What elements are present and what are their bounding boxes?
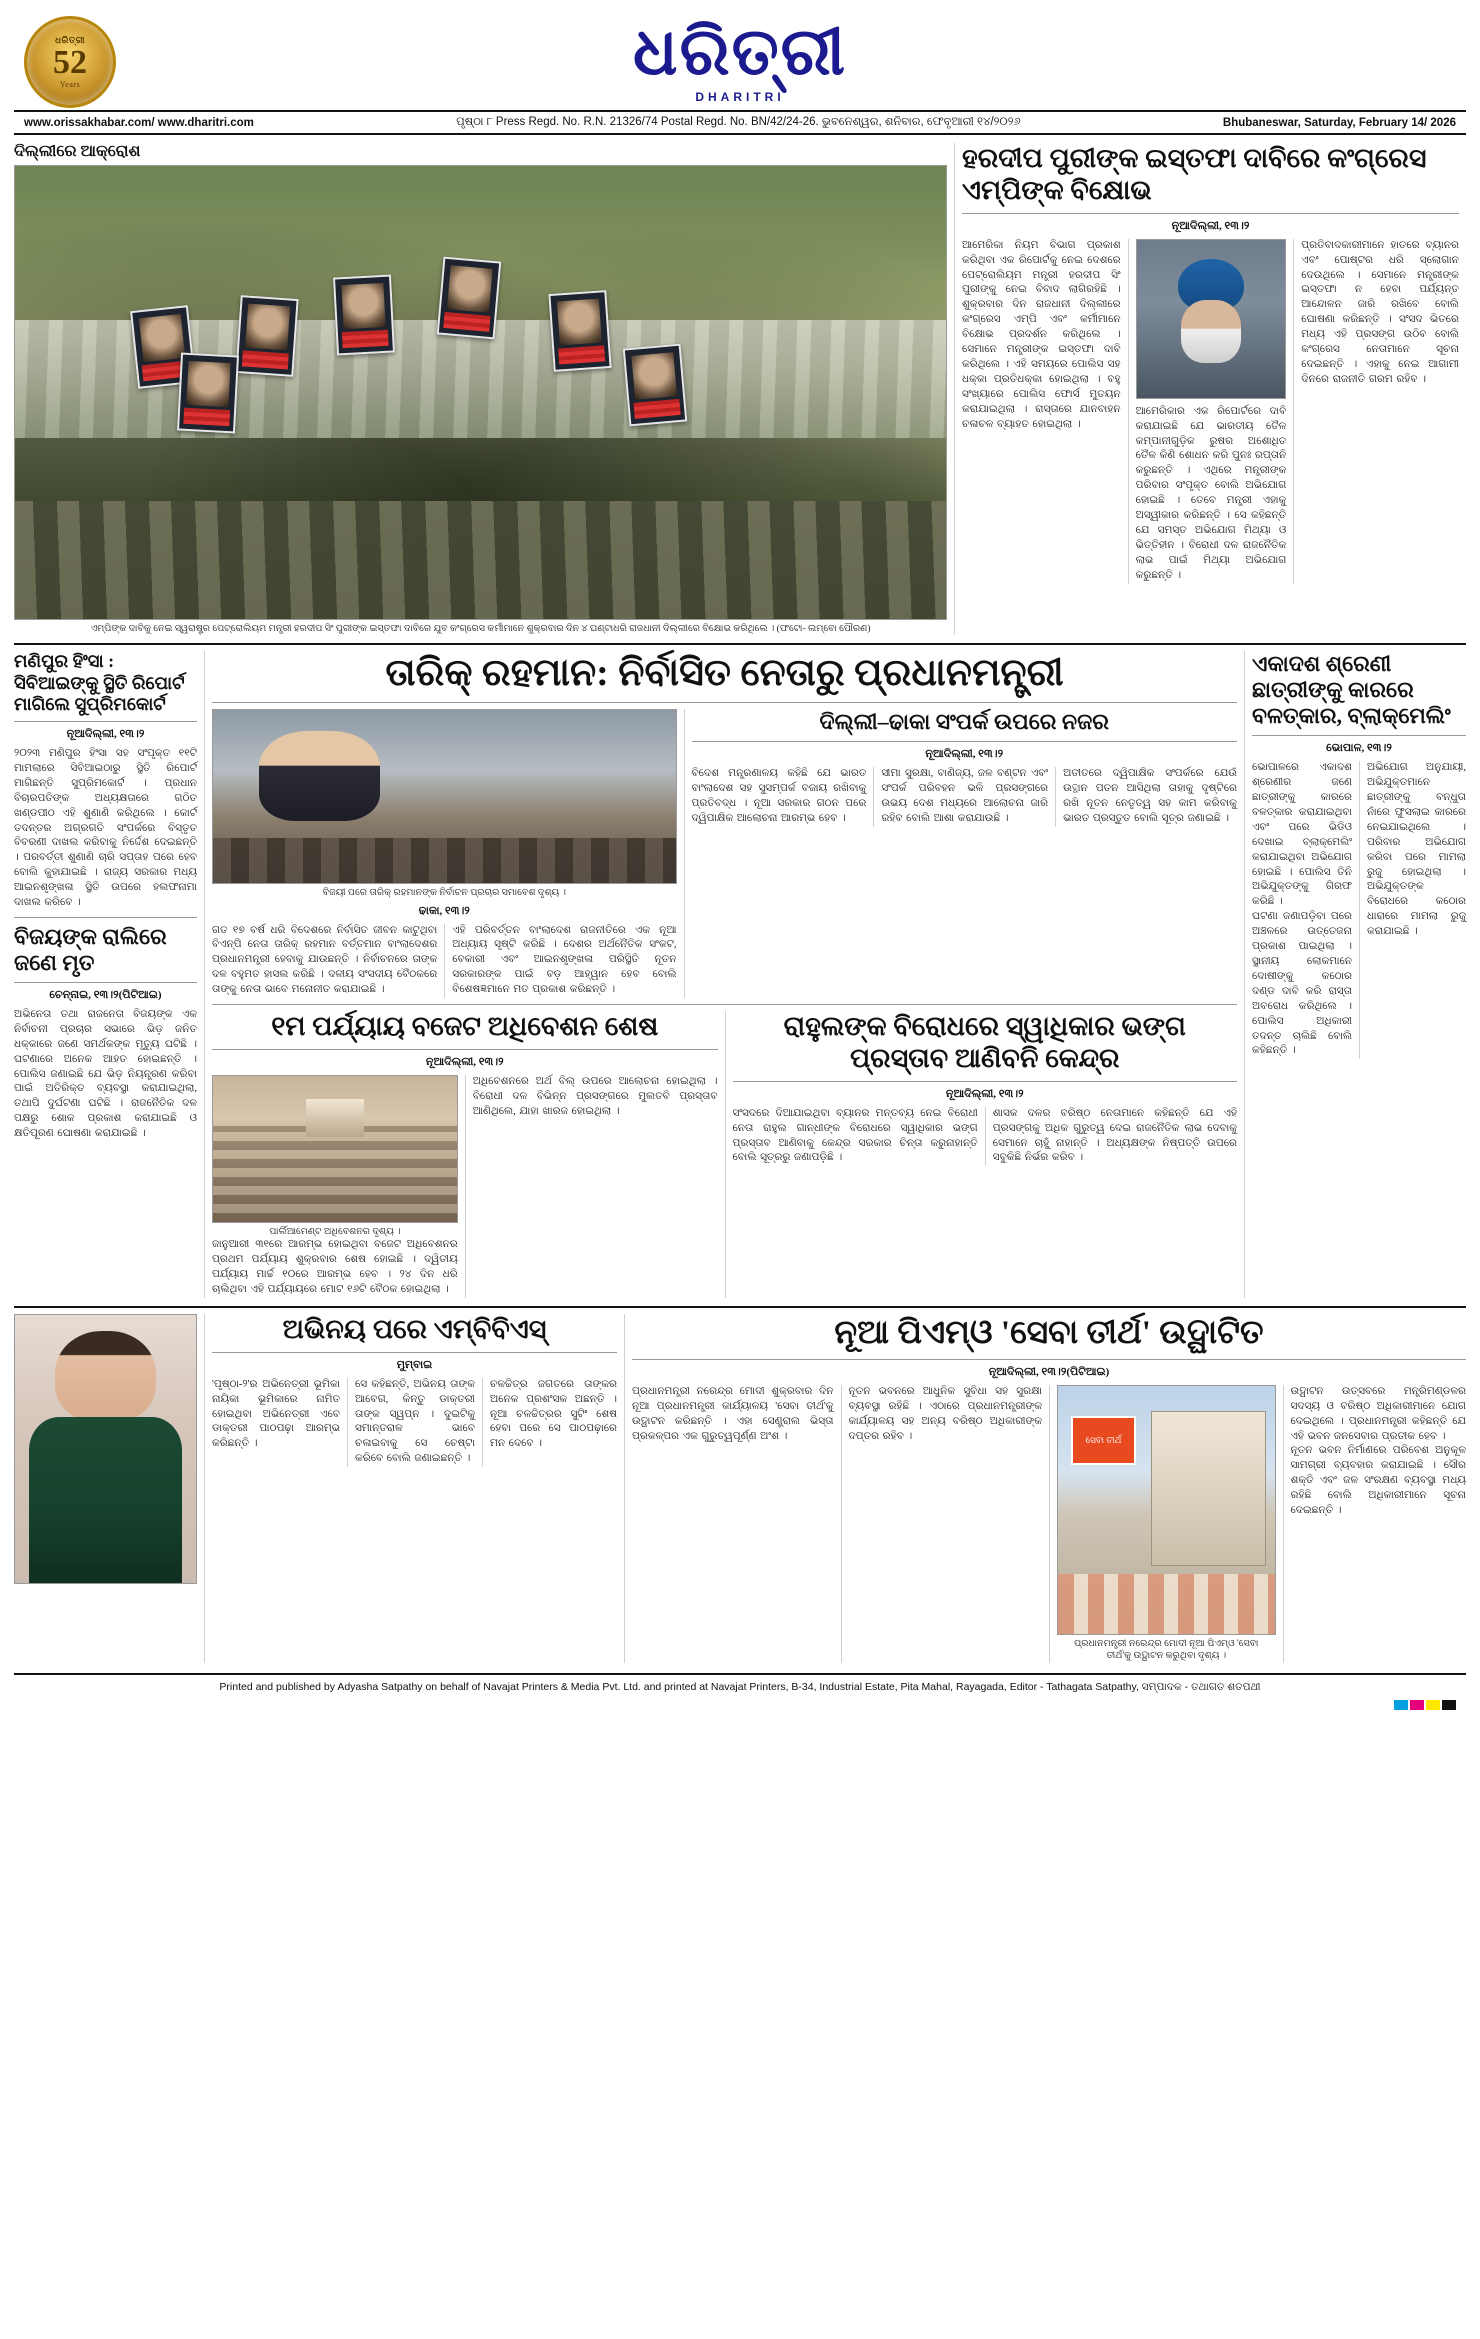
story-actress: [204, 1314, 624, 1663]
story-budget-photo-caption: ପାର୍ଲିଆମେଣ୍ଟ ଅଧିବେଶନର ଦୃଶ୍ୟ ।: [269, 1226, 401, 1237]
story-budget: [212, 1011, 725, 1298]
story-hardeep-dateline: ନୂଆଦିଲ୍ଲୀ, ୧୩।୨: [1171, 219, 1250, 232]
story-student-col3: ଘଟଣା ଜଣାପଡ଼ିବା ପରେ ଅଞ୍ଚଳରେ ଉତ୍ତେଜନା ପ୍ରକାଶ ପାଇଥିଲା । ସ୍ଥାନୀୟ ଲୋକମାନେ ଦୋଷୀଙ୍କୁ କଠୋର ଦଣ୍ଡ ଦାବି କରି ରାସ୍ତା ଅବରୋଧ କରିଥିଲେ । ପୋଲିସ ଅଧିକାରୀ ତଦନ୍ତ ଚାଲିଛି ବୋଲି କହିଛନ୍ତି ।: [1252, 911, 1352, 1057]
edition-date: Bhubaneswar, Saturday, February 14/ 2026: [1222, 116, 1456, 129]
website-url[interactable]: www.orissakhabar.com/ www.dharitri.com: [24, 116, 254, 129]
right-rail: [1244, 651, 1466, 1298]
story-vijay-body: ଅଭିନେତା ତଥା ରାଜନେତା ବିଜୟଙ୍କ ଏକ ନିର୍ବାଚନୀ ପ୍ରଚାର ସଭାରେ ଭିଡ଼ ଜନିତ ଧକ୍କାରେ ଜଣେ ସମର୍ଥକଙ୍କ ମୃତ୍ୟୁ ଘଟିଛି । ଘଟଣାରେ ଅନେକ ଆହତ ହୋଇଛନ୍ତି । ପୋଲିସ ଜଣାଇଛି ଯେ ଭିଡ଼ ନିୟନ୍ତ୍ରଣ କରିବା ପାଇଁ ଅତିରିକ୍ତ ବ୍ୟବସ୍ଥା କରାଯାଇଥିଲା, ତଥାପି ଦୁର୍ଘଟଣା ଘଟିଛି । ରାଜନୈତିକ ଦଳ ପକ୍ଷରୁ ଶୋକ ପ୍ରକାଶ କରାଯାଇଛି ଓ କ୍ଷତିପୂରଣ ଘୋଷଣା କରାଯାଇଛି ।: [14, 1008, 197, 1140]
story-budget-dateline: ନୂଆଦିଲ୍ଲୀ, ୧୩।୨: [425, 1055, 504, 1068]
protest-placard: [622, 344, 687, 427]
story-tarique-col1: ଗତ ୧୭ ବର୍ଷ ଧରି ବିଦେଶରେ ନିର୍ବାସିତ ଜୀବନ କାଟୁଥିବା ବିଏନ୍ପି ନେତା ତାରିକ୍ ରହମାନ ବର୍ତ୍ତମାନ ବାଂଲାଦେଶର ପ୍ରଧାନମନ୍ତ୍ରୀ ହେବାକୁ ଯାଉଛନ୍ତି । ନିର୍ବାଚନରେ ତାଙ୍କ ଦଳ ବହୁମତ ହାସଲ କରିଛି । ଦଳୀୟ ସଂସଦୀୟ ବୈଠକରେ ତାଙ୍କୁ ନେତା ଭାବେ ମନୋନୀତ କରାଯାଇଛି ।: [212, 924, 438, 996]
lead-photo-caption: ଏମ୍ପିଙ୍କ ଦାବିକୁ ନେଇ ସ୍ୱରାଷ୍ଟ୍ର ପେଟ୍ରୋଲିୟମ ମନ୍ତ୍ରୀ ହରଦୀପ ସିଂ ପୁରୀଙ୍କ ଇସ୍ତଫା ଦାବିରେ ଯୁବ କଂଗ୍ରେସ କର୍ମୀମାନେ ଶୁକ୍ରବାର ଦିନ ୪ ଘଣ୍ଟାଧରି ରାଜଧାନୀ ଦିଲ୍ଲୀରେ ବିକ୍ଷୋଭ କରିଥିଲେ । (ଫଟୋ- ଲମ୍ବୋ ପୌରଣ): [90, 624, 871, 634]
story-delhi-dhaka-col1: ବିଦେଶ ମନ୍ତ୍ରଣାଳୟ କହିଛି ଯେ ଭାରତ ବାଂଲାଦେଶ ସହ ସୁସମ୍ପର୍କ ବଜାୟ ରଖିବାକୁ ପ୍ରତିବଦ୍ଧ । ନୂଆ ସରକାର ଗଠନ ପରେ ଦ୍ୱିପାକ୍ଷିକ ଆଲୋଚନା ଆରମ୍ଭ ହେବ ।: [691, 768, 867, 824]
story-student-col2: ଅଭିଯୋଗ ଅନୁଯାୟୀ, ଅଭିଯୁକ୍ତମାନେ ଛାତ୍ରୀଙ୍କୁ ବନ୍ଧୁତା ନାଁରେ ଫୁସଲାଇ କାରରେ ନେଇଯାଇଥିଲେ । ପରିବାର ଅଭିଯୋଗ କରିବା ପରେ ମାମଲା ରୁଜୁ ହୋଇଥିଲା । ଅଭିଯୁକ୍ତଙ୍କ ବିରୋଧରେ କଠୋର ଧାରାରେ ମାମଲା ରୁଜୁ କରାଯାଇଛି ।: [1367, 762, 1466, 938]
story-rahul-col1: ସଂସଦରେ ଦିଆଯାଇଥିବା ବ୍ୟାନର ମନ୍ତବ୍ୟ ନେଇ ବିରୋଧୀ ନେତା ରାହୁଲ ଗାନ୍ଧୀଙ୍କ ବିରୋଧରେ ସ୍ୱାଧିକାର ଭଙ୍ଗ ପ୍ରସ୍ତାବ ଆଣିବାକୁ କେନ୍ଦ୍ର ସରକାର ଚିନ୍ତା କରୁନାହାନ୍ତି ବୋଲି ସୂତ୍ରରୁ ଜଣାପଡ଼ିଛି ।: [732, 1107, 978, 1164]
actress-photo-block: [14, 1314, 204, 1663]
paper-title: ଧରିତ୍ରୀ: [632, 16, 848, 89]
anniversary-badge: [24, 16, 116, 108]
story-actress-col2: ସେ କହିଛନ୍ତି, ଅଭିନୟ ତାଙ୍କ ଆବେଗ, କିନ୍ତୁ ଡାକ୍ତରୀ ତାଙ୍କ ସ୍ୱପ୍ନ । ଦୁଇଟିକୁ ସମାନ୍ତରାଳ ଭାବେ ଚଳାଇବାକୁ ସେ ଚେଷ୍ଟା କରିବେ ବୋଲି ଜଣାଇଛନ୍ତି ।: [354, 1378, 475, 1465]
bottom-section: [14, 1314, 1466, 1663]
badge-bottom-text: Years: [59, 80, 81, 89]
story-rahul-headline: ରାହୁଲଙ୍କ ବିରୋଧରେ ସ୍ୱାଧିକାର ଭଙ୍ଗ ପ୍ରସ୍ତାବ ଆଣିବନି କେନ୍ଦ୍ର: [783, 1011, 1186, 1073]
protest-placard: [549, 290, 612, 372]
placard-group: [89, 284, 834, 420]
registration-info: ପୃଷ୍ଠା ୮ Press Regd. No. R.N. 21326/74 Postal Regd. No. BN/42/24-26. ଭୁବନେଶ୍ୱର, ଶନିବାର, ଫେବୃଆରୀ ୧୪/୨୦୨୬: [456, 116, 1021, 128]
story-rahul-dateline: ନୂଆଦିଲ୍ଲୀ, ୧୩।୨: [945, 1087, 1024, 1100]
story-hardeep-columns: [962, 239, 1459, 584]
portrait-photo-hardeep-puri: [1136, 239, 1287, 399]
story-hardeep-headline: ହରଦୀପ ପୁରୀଙ୍କ ଇସ୍ତଫା ଦାବିରେ କଂଗ୍ରେସ ଏମ୍ପିଙ୍କ ବିକ୍ଷୋଭ: [962, 143, 1427, 205]
photo-actress: [14, 1314, 197, 1584]
story-pmo-headline: ନୂଆ ପିଏମ୍ଓ 'ସେବା ତୀର୍ଥ' ଉଦ୍ଘାଟିତ: [834, 1314, 1264, 1351]
masthead-title-wrap: [116, 16, 1364, 104]
protest-placard: [333, 274, 395, 355]
protest-placard: [436, 257, 501, 340]
story-rahul-col2: ଶାସକ ଦଳର ବରିଷ୍ଠ ନେତାମାନେ କହିଛନ୍ତି ଯେ ଏହି ପ୍ରସଙ୍ଗକୁ ଅଧିକ ଗୁରୁତ୍ୱ ଦେଇ ରାଜନୈତିକ ଲାଭ ଦେବାକୁ ସେମାନେ ଚାହୁଁ ନାହାନ୍ତି । ଅଧ୍ୟକ୍ଷଙ୍କ ନିଷ୍ପତ୍ତି ଉପରେ ସବୁକିଛି ନିର୍ଭର କରିବ ।: [992, 1107, 1237, 1164]
story-tarique-photo-caption: ବିଜୟୀ ପରେ ତାରିକ୍ ରହମାନଙ୍କ ନିର୍ବାଚନ ପ୍ରଚାର ସମାବେଶ ଦୃଶ୍ୟ ।: [322, 888, 566, 899]
tarique-and-delhi-row: [212, 709, 1237, 998]
photo-tarique-rally: [212, 709, 677, 884]
cmyk-black: [1442, 1700, 1456, 1710]
cmyk-magenta: [1410, 1700, 1424, 1710]
story-pmo-col2: ନୂତନ ଭବନରେ ଆଧୁନିକ ସୁବିଧା ସହ ସୁରକ୍ଷା ବ୍ୟବସ୍ଥା ରହିଛି । ଏଠାରେ ପ୍ରଧାନମନ୍ତ୍ରୀଙ୍କ କାର୍ଯ୍ୟାଳୟ ସହ ଅନ୍ୟ ବରିଷ୍ଠ ଅଧିକାରୀଙ୍କ ଦପ୍ତର ରହିବ ।: [848, 1385, 1042, 1442]
page-footer: [14, 1673, 1466, 1698]
story-delhi-dhaka-col2: ସୀମା ସୁରକ୍ଷା, ବାଣିଜ୍ୟ, ଜଳ ବଣ୍ଟନ ଏବଂ ସଂପର୍କ ପରିବହନ ଭଳି ପ୍ରସଙ୍ଗରେ ଉଭୟ ଦେଶ ମଧ୍ୟରେ ଆଲୋଚନା ଜାରି ରହିବ ବୋଲି ଆଶା କରାଯାଉଛି ।: [881, 768, 1049, 824]
story-hardeep: [954, 143, 1466, 635]
photo-pmo-building: [1057, 1385, 1276, 1635]
story-rahul: [725, 1011, 1238, 1298]
story-manipur-dateline: ନୂଆଦିଲ୍ଲୀ, ୧୩।୨: [66, 728, 145, 741]
story-student-dateline: ଭୋପାଳ, ୧୩।୨: [1326, 742, 1392, 755]
story-tarique-dateline: ଢାକା, ୧୩।୨: [418, 904, 470, 917]
story-manipur-body: ୨୦୨୩ ମଣିପୁର ହିଂସା ସହ ସଂପୃକ୍ତ ୧୧ଟି ମାମଲାରେ ସିବିଆଇଠାରୁ ସ୍ଥିତି ରିପୋର୍ଟ ମାଗିଛନ୍ତି ସୁପ୍ରିମକୋର୍ଟ । ପ୍ରଧାନ ବିଚାରପତିଙ୍କ ଅଧ୍ୟକ୍ଷତାରେ ଗଠିତ ଖଣ୍ଡପୀଠ ଏହି ଶୁଣାଣି କରିଥିଲେ । କୋର୍ଟ ତଦନ୍ତର ଅଗ୍ରଗତି ସଂପର୍କରେ ବିସ୍ତୃତ ବିବରଣୀ ଦାଖଲ କରିବାକୁ ନିର୍ଦ୍ଦେଶ ଦେଇଛନ୍ତି । ପରବର୍ତ୍ତୀ ଶୁଣାଣି ଚାରି ସପ୍ତାହ ପରେ ହେବ ବୋଲି କୁହାଯାଇଛି । ରାଜ୍ୟ ସରକାର ମଧ୍ୟ ଆଇନଶୃଙ୍ଖଳା ସ୍ଥିତି ଉପରେ ହଲଫନାମା ଦାଖଲ କରିବେ ।: [14, 748, 197, 909]
story-pmo: [624, 1314, 1466, 1663]
protest-placard: [177, 353, 239, 434]
footer-imprint: Printed and published by Adyasha Satpathy on behalf of Navajat Printers & Media Pvt. Ltd. and printed at Navajat Printers, B-34, Industrial Estate, Pita Mahal, Rayagada, Editor - Tathagata Satpathy, ସମ୍ପାଦକ - ତଥାଗତ ଶତପଥୀ: [219, 1680, 1261, 1693]
masthead: [14, 10, 1466, 112]
story-tarique-col2: ଏହି ପରିବର୍ତ୍ତନ ବାଂଲାଦେଶ ରାଜନୀତିରେ ଏକ ନୂଆ ଅଧ୍ୟାୟ ସୃଷ୍ଟି କରିଛି । ଦେଶର ଅର୍ଥନୈତିକ ସଂକଟ, ବେକାରୀ ଏବଂ ଆଇନଶୃଙ୍ଖଳା ପରିସ୍ଥିତି ନୂତନ ସରକାରଙ୍କ ପାଇଁ ବଡ଼ ଆହ୍ୱାନ ହେବ ବୋଲି ବିଶେଷଜ୍ଞମାନେ ମତ ପ୍ରକାଶ କରିଛନ୍ତି ।: [452, 924, 677, 996]
photo-parliament-hall: [212, 1075, 458, 1223]
story-tarique-headline: ତାରିକ୍ ରହମାନ: ନିର୍ବାସିତ ନେତାରୁ ପ୍ରଧାନମନ୍ତ୍ରୀ: [385, 652, 1064, 695]
story-actress-col3: ଚଳଚ୍ଚିତ୍ର ଜଗତରେ ତାଙ୍କର ଅନେକ ପ୍ରଶଂସକ ଅଛନ୍ତି । ନୂଆ ଚଳଚ୍ଚିତ୍ରର ସୁଟିଂ ଶେଷ ହେବା ପରେ ସେ ପାଠପଢ଼ାରେ ମନ ଦେବେ ।: [489, 1378, 617, 1450]
centre-block: [204, 651, 1244, 1298]
pmo-banner: ସେବା ତୀର୍ଥ: [1071, 1416, 1136, 1466]
story-student-headline: ଏକାଦଶ ଶ୍ରେଣୀ ଛାତ୍ରୀଙ୍କୁ କାରରେ ବଳତ୍କାର, ବ୍ଲାକ୍ମେଲିଂ: [1252, 651, 1451, 729]
story-actress-headline: ଅଭିନୟ ପରେ ଏମ୍ବିବିଏସ୍: [282, 1313, 547, 1344]
story-delhi-dhaka: [684, 709, 1238, 998]
cmyk-yellow: [1426, 1700, 1440, 1710]
budget-rahul-row: [212, 1011, 1237, 1298]
lead-photo-protest: [14, 165, 947, 620]
badge-top-text: ଧରିତ୍ରୀ: [54, 35, 86, 45]
left-rail: [14, 651, 204, 1298]
story-pmo-photo-caption: ପ୍ରଧାନମନ୍ତ୍ରୀ ନରେନ୍ଦ୍ର ମୋଦୀ ନୂଆ ପିଏମ୍ଓ 'ସେବା ତୀର୍ଥ'କୁ ଉଦ୍ଘାଟନ କରୁଥିବା ଦୃଶ୍ୟ ।: [1074, 1638, 1259, 1662]
story-actress-col1: 'ପୃଷ୍ଠା-୨'ର ଅଭିନେତ୍ରୀ ଭୂମିକା ନାୟିକା ଭୂମିକାରେ ନାମିତ ହୋଇଥିବା ଅଭିନେତ୍ରୀ ଏବେ ଡାକ୍ତରୀ ପାଠପଢ଼ା ଆରମ୍ଭ କରିଛନ୍ତି ।: [212, 1378, 340, 1450]
story-tarique: [212, 709, 684, 998]
masthead-info-strip: [14, 112, 1466, 135]
story-delhi-dhaka-headline: ଦିଲ୍ଲୀ–ଢାକା ସଂପର୍କ ଉପରେ ନଜର: [819, 709, 1109, 735]
story-delhi-dhaka-col3: ଅତୀତରେ ଦ୍ୱିପାକ୍ଷିକ ସଂପର୍କରେ ଯେଉଁ ଉତ୍ଥାନ ପତନ ଆସିଥିଲା ତାହାକୁ ଦୃଷ୍ଟିରେ ରଖି ନୂତନ ନେତୃତ୍ୱ ସହ କାମ କରିବାକୁ ଭାରତ ପ୍ରସ୍ତୁତ ବୋଲି ସୂତ୍ର ଜଣାଇଛି ।: [1063, 768, 1237, 824]
story-budget-col2: ଅଧିବେଶନରେ ଅର୍ଥ ବିଲ୍ ଉପରେ ଆଲୋଚନା ହୋଇଥିଲା । ବିରୋଧୀ ଦଳ ବିଭିନ୍ନ ପ୍ରସଙ୍ଗରେ ମୁଲତବି ପ୍ରସ୍ତାବ ଆଣିଥିଲେ, ଯାହା ଖାରଜ ହୋଇଥିଲା ।: [472, 1075, 718, 1117]
top-section: [14, 143, 1466, 635]
story-hardeep-col1: ଆମେରିକା ନିୟମ ବିଭାଗ ପ୍ରକାଶ କରିଥିବା ଏକ ରିପୋର୍ଟକୁ ନେଇ ଦେଶରେ ପେଟ୍ରୋଲିୟମ ମନ୍ତ୍ରୀ ହରଦୀପ ସିଂ ପୁରୀଙ୍କୁ ନେଇ ବିବାଦ ଲାଗିରହିଛି । ଶୁକ୍ରବାର ଦିନ ରାଜଧାନୀ ଦିଲ୍ଲୀରେ କଂଗ୍ରେସ ଏମ୍ପି ଏବଂ କର୍ମୀମାନେ ବିକ୍ଷୋଭ ପ୍ରଦର୍ଶନ କରିଥିଲେ । ସେମାନେ ମନ୍ତ୍ରୀଙ୍କ ଇସ୍ତଫା ଦାବି କରିଥିଲେ । ଏହି ସମୟରେ ପୋଲିସ ସହ ଧକ୍କା ପ୍ରତିଧକ୍କା ହୋଇଥିଲା । ବହୁ ସଂଖ୍ୟାରେ ପୋଲିସ ଫୋର୍ସ ମୁତୟନ କରାଯାଇଥିଲା । ରାସ୍ତାରେ ଯାନବାହନ ଚଳାଚଳ ବ୍ୟାହତ ହୋଇଥିଲା ।: [962, 239, 1121, 430]
cmyk-registration-marks: [14, 1698, 1466, 1718]
story-hardeep-col3: ପ୍ରତିବାଦକାରୀମାନେ ହାତରେ ବ୍ୟାନର ଏବଂ ପୋଷ୍ଟର ଧରି ସ୍ଲୋଗାନ ଦେଉଥିଲେ । ସେମାନେ ମନ୍ତ୍ରୀଙ୍କ ଇସ୍ତଫା ନ ହେବା ପର୍ଯ୍ୟନ୍ତ ଆନ୍ଦୋଳନ ଜାରି ରଖିବେ ବୋଲି ଘୋଷଣା କରିଛନ୍ତି । ସଂସଦ ଭିତରେ ମଧ୍ୟ ଏହି ପ୍ରସଙ୍ଗ ଉଠିବ ବୋଲି କଂଗ୍ରେସ ନେତାମାନେ ସୂଚନା ଦେଇଛନ୍ତି । ଏହାକୁ ନେଇ ଆଗାମୀ ଦିନରେ ରାଜନୀତି ଗରମ ରହିବ ।: [1301, 239, 1459, 385]
story-pmo-col3: ଉଦ୍ଘାଟନ ଉତ୍ସବରେ ମନ୍ତ୍ରିମଣ୍ଡଳର ସଦସ୍ୟ ଓ ବରିଷ୍ଠ ଅଧିକାରୀମାନେ ଯୋଗ ଦେଇଥିଲେ । ପ୍ରଧାନମନ୍ତ୍ରୀ କହିଛନ୍ତି ଯେ ଏହି ଭବନ ଜନସେବାର ପ୍ରତୀକ ହେବ ।: [1290, 1385, 1466, 1442]
lead-photo-kicker: ଦିଲ୍ଲୀରେ ଆକ୍ରୋଶ: [14, 143, 141, 160]
story-vijay-headline: ବିଜୟଙ୍କ ରାଲିରେ ଜଣେ ମୃତ: [14, 924, 167, 975]
story-pmo-col1: ପ୍ରଧାନମନ୍ତ୍ରୀ ନରେନ୍ଦ୍ର ମୋଦୀ ଶୁକ୍ରବାର ଦିନ ନୂଆ ପ୍ରଧାନମନ୍ତ୍ରୀ କାର୍ଯ୍ୟାଳୟ 'ସେବା ତୀର୍ଥ'କୁ ଉଦ୍ଘାଟନ କରିଛନ୍ତି । ଏହା ସେଣ୍ଟ୍ରାଲ ଭିସ୍ତା ପ୍ରକଳ୍ପର ଏକ ଗୁରୁତ୍ୱପୂର୍ଣ୍ଣ ଅଂଶ ।: [632, 1385, 834, 1442]
story-budget-headline: ୧ମ ପର୍ଯ୍ୟାୟ ବଜେଟ ଅଧିବେଶନ ଶେଷ: [271, 1011, 659, 1042]
story-pmo-dateline: ନୂଆଦିଲ୍ଲୀ, ୧୩।୨(ପିଟିଆଇ): [988, 1365, 1110, 1378]
story-student-col1: ଭୋପାଳରେ ଏକାଦଶ ଶ୍ରେଣୀର ଜଣେ ଛାତ୍ରୀଙ୍କୁ କାରରେ ବଳତ୍କାର କରାଯାଇଥିବା ଏବଂ ପରେ ଭିଡିଓ ଦେଖାଇ ବ୍ଲାକ୍ମେଲିଂ କରାଯାଇଥିବା ଅଭିଯୋଗ ହୋଇଛି । ପୋଲିସ ତିନି ଅଭିଯୁକ୍ତଙ୍କୁ ଗିରଫ କରିଛି ।: [1252, 762, 1352, 908]
story-pmo-col4: ନୂତନ ଭବନ ନିର୍ମାଣରେ ପରିବେଶ ଅନୁକୂଳ ସାମଗ୍ରୀ ବ୍ୟବହାର କରାଯାଇଛି । ସୌର ଶକ୍ତି ଏବଂ ଜଳ ସଂରକ୍ଷଣ ବ୍ୟବସ୍ଥା ମଧ୍ୟ ରହିଛି ବୋଲି ଅଧିକାରୀମାନେ ସୂଚନା ଦେଇଛନ୍ତି ।: [1290, 1445, 1466, 1517]
paper-subtitle: DHARITRI: [695, 90, 785, 104]
story-delhi-dhaka-dateline: ନୂଆଦିଲ୍ଲୀ, ୧୩।୨: [925, 748, 1004, 761]
lead-photo-block: [14, 143, 954, 635]
story-actress-dateline: ମୁମ୍ବାଇ: [396, 1358, 433, 1371]
story-vijay-dateline: ଚେନ୍ନାଇ, ୧୩।୨(ପିଟିଆଇ): [49, 988, 162, 1001]
middle-section: [14, 651, 1466, 1298]
story-hardeep-col2: ଆମେରିକାର ଏକ ରିପୋର୍ଟରେ ଦାବି କରାଯାଇଛି ଯେ ଭାରତୀୟ ତୈଳ କମ୍ପାନୀଗୁଡ଼ିକ ରୁଷର ଅଶୋଧିତ ତୈଳ କିଣି ଶୋଧନ କରି ପୁନଃ ରପ୍ତାନି କରୁଛନ୍ତି । ଏଥିରେ ମନ୍ତ୍ରୀଙ୍କ ପରିବାର ସଂପୃକ୍ତ ବୋଲି ଅଭିଯୋଗ ହୋଇଛି । ତେବେ ମନ୍ତ୍ରୀ ଏହାକୁ ଅସ୍ୱୀକାର କରିଛନ୍ତି । ସେ କହିଛନ୍ତି ଯେ ସମସ୍ତ ଅଭିଯୋଗ ମିଥ୍ୟା ଓ ଭିତ୍ତିହୀନ । ବିରୋଧୀ ଦଳ ରାଜନୈତିକ ଲାଭ ପାଇଁ ମିଥ୍ୟା ଅଭିଯୋଗ କରୁଛନ୍ତି ।: [1135, 405, 1287, 581]
story-budget-col1: ଜାନୁଆରୀ ୩୧ରେ ଆରମ୍ଭ ହୋଇଥିବା ବଜେଟ ଅଧିବେଶନର ପ୍ରଥମ ପର୍ଯ୍ୟାୟ ଶୁକ୍ରବାର ଶେଷ ହୋଇଛି । ଦ୍ୱିତୀୟ ପର୍ଯ୍ୟାୟ ମାର୍ଚ୍ଚ ୧୦ରେ ଆରମ୍ଭ ହେବ । ୨୪ ଦିନ ଧରି ଚାଲିଥିବା ଏହି ପର୍ଯ୍ୟାୟରେ ମୋଟ ୧୬ଟି ବୈଠକ ହୋଇଥିଲା ।: [212, 1239, 458, 1295]
protest-placard: [236, 295, 299, 377]
cmyk-cyan: [1394, 1700, 1408, 1710]
badge-number: 52: [53, 44, 87, 81]
story-manipur-headline: ମଣିପୁର ହିଂସା : ସିବିଆଇଙ୍କୁ ସ୍ଥିତି ରିପୋର୍ଟ ମାଗିଲେ ସୁପ୍ରିମକୋର୍ଟ: [14, 651, 185, 714]
